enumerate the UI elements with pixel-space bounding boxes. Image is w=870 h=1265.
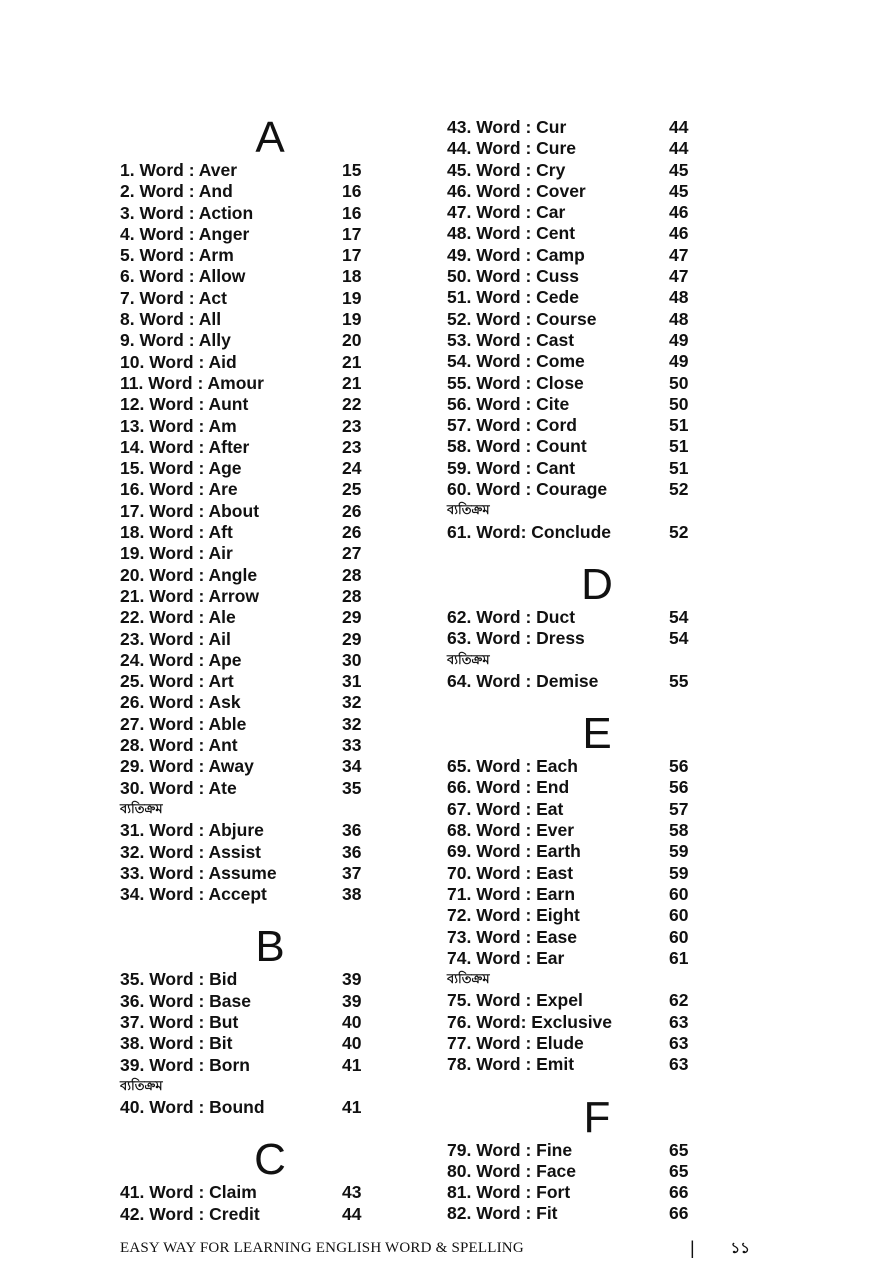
entry-word: 25. Word : Art: [120, 671, 234, 692]
entry-word: 13. Word : Am: [120, 415, 237, 436]
entry-word: 78. Word : Emit: [447, 1054, 575, 1075]
entry-page-number: 48: [669, 287, 689, 308]
entry-word: 71. Word : Earn: [447, 883, 576, 904]
entry-page-number: 46: [669, 223, 689, 244]
index-entry: [120, 416, 370, 437]
entry-page-number: 36: [342, 841, 362, 862]
index-entry: [120, 1055, 370, 1076]
entry-word: 15. Word : Age: [120, 458, 242, 479]
entry-page-number: 51: [669, 415, 689, 436]
index-entry: [447, 1203, 697, 1224]
entry-word: 9. Word : Ally: [120, 330, 231, 351]
section-gap: [447, 1076, 697, 1097]
section-letter-heading: D: [581, 559, 613, 609]
entry-page-number: 60: [669, 926, 689, 947]
entry-page-number: 16: [342, 202, 362, 223]
entry-page-number: 56: [669, 777, 689, 798]
entry-word: 53. Word : Cast: [447, 329, 575, 350]
entry-word: 51. Word : Cede: [447, 287, 579, 308]
entry-page-number: 27: [342, 543, 362, 564]
entry-word: 68. Word : Ever: [447, 820, 575, 841]
entry-page-number: 28: [342, 585, 362, 606]
entry-page-number: 36: [342, 820, 362, 841]
section-gap: [120, 905, 370, 926]
index-entry: [447, 138, 697, 159]
index-entry: [120, 884, 370, 905]
entry-page-number: 47: [669, 266, 689, 287]
index-entry: [120, 842, 370, 863]
entry-page-number: 50: [669, 393, 689, 414]
entry-page-number: 35: [342, 777, 362, 798]
entry-word: 75. Word : Expel: [447, 990, 583, 1011]
entry-page-number: 49: [669, 351, 689, 372]
index-entry: [120, 607, 370, 628]
index-entry: [120, 629, 370, 650]
entry-page-number: 28: [342, 564, 362, 585]
entry-page-number: 48: [669, 308, 689, 329]
entry-word: 44. Word : Cure: [447, 138, 577, 159]
index-entry: [120, 692, 370, 713]
index-entry: [120, 373, 370, 394]
entry-word: 48. Word : Cent: [447, 223, 576, 244]
index-entry: [120, 288, 370, 309]
entry-word: 21. Word : Arrow: [120, 585, 260, 606]
index-entry: [120, 224, 370, 245]
entry-page-number: 49: [669, 329, 689, 350]
exception-label: ব্যতিক্রম: [447, 972, 490, 988]
index-entry: [120, 1033, 370, 1054]
index-entry: [120, 1204, 370, 1225]
entry-page-number: 44: [669, 138, 689, 159]
index-entry: [447, 415, 697, 436]
entry-word: 22. Word : Ale: [120, 607, 236, 628]
index-entry: [120, 203, 370, 224]
entry-page-number: 25: [342, 479, 362, 500]
entry-word: 37. Word : But: [120, 1011, 239, 1032]
index-entry: [120, 309, 370, 330]
index-entry: [120, 1097, 370, 1118]
index-entry: [447, 245, 697, 266]
entry-word: 55. Word : Close: [447, 372, 584, 393]
entry-word: 17. Word : About: [120, 500, 260, 521]
section-letter-heading: F: [583, 1092, 611, 1142]
entry-page-number: 55: [669, 670, 689, 691]
entry-word: 43. Word : Cur: [447, 117, 567, 137]
entry-word: 79. Word : Fine: [447, 1139, 573, 1160]
entry-word: 41. Word : Claim: [120, 1182, 257, 1203]
entry-page-number: 40: [342, 1011, 362, 1032]
index-entry: [120, 991, 370, 1012]
entry-word: 72. Word : Eight: [447, 905, 580, 926]
index-entry: [120, 735, 370, 756]
entry-page-number: 40: [342, 1033, 362, 1054]
index-entry: [120, 501, 370, 522]
entry-page-number: 41: [342, 1054, 362, 1075]
entry-word: 28. Word : Ant: [120, 735, 238, 756]
index-entry: [447, 927, 697, 948]
index-entry: [447, 607, 697, 628]
entry-word: 8. Word : All: [120, 309, 222, 330]
index-entry: [447, 1161, 697, 1182]
entry-word: 33. Word : Assume: [120, 862, 277, 883]
entry-page-number: 59: [669, 841, 689, 862]
index-entry: [120, 160, 370, 181]
entry-word: 29. Word : Away: [120, 756, 254, 777]
index-entry: [120, 437, 370, 458]
index-entry: [447, 1140, 697, 1161]
entry-word: 7. Word : Act: [120, 287, 227, 308]
index-entry: [120, 1182, 370, 1203]
entry-page-number: 41: [342, 1097, 362, 1118]
entry-word: 40. Word : Bound: [120, 1097, 265, 1118]
entry-page-number: 21: [342, 372, 362, 393]
index-entry: [447, 266, 697, 287]
entry-word: 12. Word : Aunt: [120, 394, 249, 415]
entry-word: 45. Word : Cry: [447, 159, 566, 180]
entry-page-number: 23: [342, 415, 362, 436]
entry-word: 1. Word : Aver: [120, 160, 238, 180]
entry-page-number: 54: [669, 606, 689, 627]
entry-word: 11. Word : Amour: [120, 372, 264, 393]
footer-page-number: ১১: [730, 1239, 750, 1257]
index-entry: [447, 522, 697, 543]
entry-word: 30. Word : Ate: [120, 777, 237, 798]
section-gap: [120, 1118, 370, 1139]
index-entry: [447, 373, 697, 394]
entry-word: 61. Word: Conclude: [447, 521, 611, 542]
entry-page-number: 21: [342, 351, 362, 372]
index-entry: [447, 287, 697, 308]
entry-page-number: 47: [669, 244, 689, 265]
index-entry: [120, 565, 370, 586]
index-entry: [447, 1033, 697, 1054]
index-entry: [447, 330, 697, 351]
entry-page-number: 65: [669, 1160, 689, 1181]
index-entry: [120, 266, 370, 287]
entry-word: 34. Word : Accept: [120, 884, 267, 905]
index-entry: [120, 863, 370, 884]
entry-word: 42. Word : Credit: [120, 1203, 260, 1224]
index-entry: [447, 905, 697, 926]
entry-page-number: 37: [342, 862, 362, 883]
exception-label: ব্যতিক্রম: [120, 801, 163, 817]
entry-page-number: 17: [342, 223, 362, 244]
entry-word: 73. Word : Ease: [447, 926, 578, 947]
entry-page-number: 52: [669, 521, 689, 542]
entry-page-number: 20: [342, 330, 362, 351]
entry-word: 57. Word : Cord: [447, 415, 577, 436]
entry-word: 50. Word : Cuss: [447, 266, 579, 287]
index-entry: [447, 799, 697, 820]
entry-word: 62. Word : Duct: [447, 606, 576, 627]
entry-page-number: 60: [669, 905, 689, 926]
index-entry: [120, 586, 370, 607]
index-entry: [447, 628, 697, 649]
entry-word: 18. Word : Aft: [120, 522, 233, 543]
index-entry: [120, 394, 370, 415]
entry-word: 69. Word : Earth: [447, 841, 581, 862]
entry-page-number: 29: [342, 607, 362, 628]
entry-word: 4. Word : Anger: [120, 223, 250, 244]
entry-page-number: 24: [342, 458, 362, 479]
entry-page-number: 15: [342, 160, 362, 180]
entry-page-number: 66: [669, 1182, 689, 1203]
entry-word: 23. Word : Ail: [120, 628, 231, 649]
entry-word: 35. Word : Bid: [120, 969, 238, 990]
entry-word: 47. Word : Car: [447, 202, 566, 223]
index-entry: [447, 1182, 697, 1203]
entry-page-number: 32: [342, 692, 362, 713]
index-entry: [120, 181, 370, 202]
entry-page-number: 45: [669, 180, 689, 201]
index-entry: [447, 820, 697, 841]
index-entry: [447, 671, 697, 692]
entry-word: 26. Word : Ask: [120, 692, 241, 713]
entry-word: 58. Word : Count: [447, 436, 587, 457]
entry-word: 80. Word : Face: [447, 1160, 577, 1181]
entry-page-number: 62: [669, 990, 689, 1011]
entry-word: 74. Word : Ear: [447, 947, 565, 968]
entry-page-number: 44: [342, 1203, 362, 1224]
entry-word: 31. Word : Abjure: [120, 820, 264, 841]
index-entry: [447, 394, 697, 415]
entry-page-number: 26: [342, 500, 362, 521]
entry-word: 70. Word : East: [447, 862, 574, 883]
index-entry: [120, 458, 370, 479]
entry-word: 16. Word : Are: [120, 479, 238, 500]
index-entry: [120, 330, 370, 351]
entry-page-number: 66: [669, 1203, 689, 1224]
footer-separator: |: [690, 1238, 695, 1258]
entry-word: 82. Word : Fit: [447, 1203, 558, 1224]
entry-word: 46. Word : Cover: [447, 180, 586, 201]
entry-word: 36. Word : Base: [120, 990, 251, 1011]
entry-page-number: 43: [342, 1182, 362, 1203]
index-entry: [120, 479, 370, 500]
entry-page-number: 52: [669, 479, 689, 500]
entry-word: 24. Word : Ape: [120, 649, 242, 670]
index-entry: [447, 841, 697, 862]
entry-page-number: 30: [342, 649, 362, 670]
index-entry: [447, 458, 697, 479]
entry-page-number: 33: [342, 735, 362, 756]
entry-page-number: 46: [669, 202, 689, 223]
entry-page-number: 19: [342, 287, 362, 308]
entry-page-number: 54: [669, 628, 689, 649]
entry-page-number: 51: [669, 457, 689, 478]
entry-page-number: 34: [342, 756, 362, 777]
entry-page-number: 16: [342, 181, 362, 202]
entry-word: 76. Word: Exclusive: [447, 1011, 613, 1032]
page-footer: [120, 1237, 750, 1259]
entry-page-number: 22: [342, 394, 362, 415]
index-entry: [447, 948, 697, 969]
index-entry: [447, 756, 697, 777]
index-entry: [447, 181, 697, 202]
index-entry: [120, 352, 370, 373]
index-entry: [120, 820, 370, 841]
index-entry: [120, 1012, 370, 1033]
entry-page-number: 59: [669, 862, 689, 883]
index-entry: [120, 756, 370, 777]
index-entry: [120, 714, 370, 735]
entry-page-number: 17: [342, 245, 362, 266]
entry-word: 20. Word : Angle: [120, 564, 258, 585]
entry-page-number: 50: [669, 372, 689, 393]
index-entry: [447, 1012, 697, 1033]
entry-page-number: 18: [342, 266, 362, 287]
index-entry: [447, 863, 697, 884]
index-entry: [447, 223, 697, 244]
index-entry: [120, 671, 370, 692]
entry-page-number: 57: [669, 798, 689, 819]
entry-word: 2. Word : And: [120, 181, 233, 202]
entry-page-number: 51: [669, 436, 689, 457]
section-letter-heading: C: [254, 1135, 286, 1185]
entry-page-number: 39: [342, 990, 362, 1011]
right-index-column: [447, 117, 697, 1225]
entry-word: 52. Word : Course: [447, 308, 597, 329]
entry-word: 3. Word : Action: [120, 202, 254, 223]
index-entry: [447, 202, 697, 223]
entry-word: 56. Word : Cite: [447, 393, 570, 414]
index-entry: [447, 479, 697, 500]
entry-page-number: 58: [669, 820, 689, 841]
left-index-column: [120, 113, 370, 1225]
entry-word: 66. Word : End: [447, 777, 570, 798]
entry-page-number: 56: [669, 756, 689, 777]
entry-word: 32. Word : Assist: [120, 841, 262, 862]
entry-page-number: 31: [342, 671, 362, 692]
entry-page-number: 32: [342, 713, 362, 734]
index-entry: [120, 522, 370, 543]
entry-word: 39. Word : Born: [120, 1054, 250, 1075]
index-entry: [120, 778, 370, 799]
entry-page-number: 65: [669, 1139, 689, 1160]
entry-word: 77. Word : Elude: [447, 1032, 584, 1053]
index-entry: [447, 436, 697, 457]
index-entry: [120, 969, 370, 990]
entry-word: 63. Word : Dress: [447, 628, 585, 649]
entry-page-number: 61: [669, 947, 689, 968]
entry-word: 59. Word : Cant: [447, 457, 576, 478]
entry-word: 14. Word : After: [120, 436, 250, 457]
entry-page-number: 26: [342, 522, 362, 543]
section-letter-heading: B: [255, 922, 285, 972]
entry-word: 6. Word : Allow: [120, 266, 246, 287]
entry-word: 54. Word : Come: [447, 351, 585, 372]
index-entry: [120, 543, 370, 564]
exception-label: ব্যতিক্রম: [447, 652, 490, 668]
section-letter-heading: A: [255, 113, 285, 162]
entry-word: 60. Word : Courage: [447, 479, 608, 500]
exception-label: ব্যতিক্রম: [447, 503, 490, 519]
entry-page-number: 38: [342, 884, 362, 905]
section-letter-heading: E: [582, 709, 612, 759]
entry-page-number: 63: [669, 1011, 689, 1032]
index-entry: [447, 1054, 697, 1075]
entry-word: 49. Word : Camp: [447, 244, 585, 265]
footer-book-title: EASY WAY FOR LEARNING ENGLISH WORD & SPELLING: [120, 1240, 524, 1256]
index-entry: [447, 309, 697, 330]
entry-page-number: 23: [342, 436, 362, 457]
entry-page-number: 19: [342, 309, 362, 330]
index-entry: [447, 117, 697, 138]
index-entry: [447, 160, 697, 181]
entry-word: 81. Word : Fort: [447, 1182, 571, 1203]
entry-page-number: 44: [669, 117, 689, 137]
entry-page-number: 63: [669, 1054, 689, 1075]
entry-word: 67. Word : Eat: [447, 798, 564, 819]
entry-page-number: 60: [669, 883, 689, 904]
index-entry: [447, 884, 697, 905]
index-entry: [447, 351, 697, 372]
exception-label: ব্যতিক্রম: [120, 1078, 163, 1094]
section-gap: [447, 692, 697, 713]
index-entry: [120, 245, 370, 266]
entry-page-number: 63: [669, 1032, 689, 1053]
entry-word: 38. Word : Bit: [120, 1033, 233, 1054]
section-gap: [447, 543, 697, 564]
entry-word: 64. Word : Demise: [447, 670, 599, 691]
entry-word: 10. Word : Aid: [120, 351, 237, 372]
entry-page-number: 29: [342, 628, 362, 649]
entry-page-number: 45: [669, 159, 689, 180]
entry-word: 65. Word : Each: [447, 756, 578, 777]
entry-word: 27. Word : Able: [120, 713, 247, 734]
entry-word: 19. Word : Air: [120, 543, 233, 564]
index-entry: [120, 650, 370, 671]
entry-page-number: 39: [342, 969, 362, 990]
entry-word: 5. Word : Arm: [120, 245, 234, 266]
index-entry: [447, 777, 697, 798]
index-entry: [447, 990, 697, 1011]
